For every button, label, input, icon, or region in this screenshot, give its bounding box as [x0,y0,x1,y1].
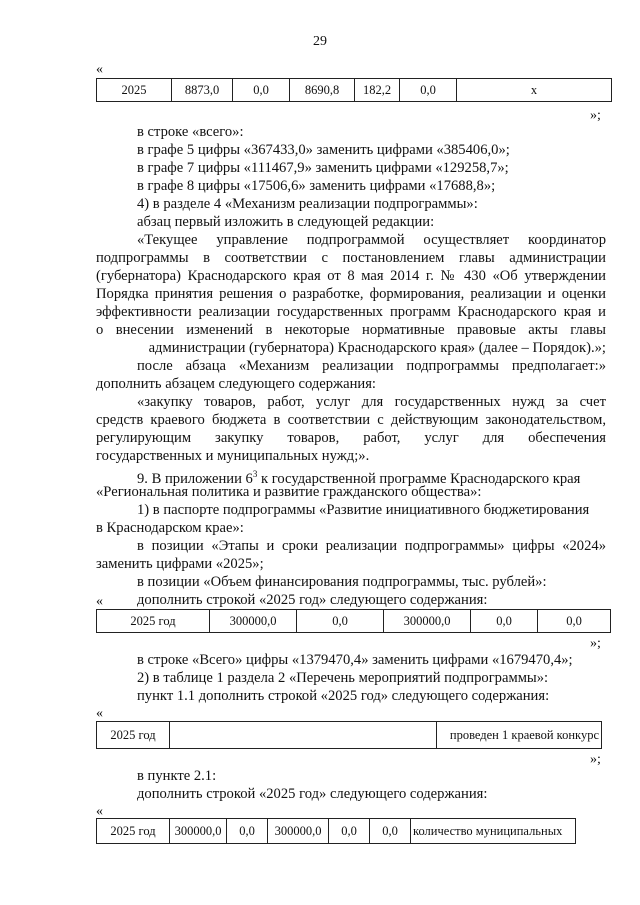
table-cell: 0,0 [471,610,538,633]
text-line: в строке «Всего» цифры «1379470,4» заменить цифрами «1679470,4»; [137,652,573,668]
text-line: дополнить строкой «2025 год» следующего содержания: [137,592,488,608]
text-line: «закупку товаров, работ, услуг для государственных нужд за счет [137,394,606,410]
table-cell: количество муниципальных [411,819,576,844]
text-line: дополнить абзацем следующего содержания: [96,376,376,392]
text-line: эффективности реализации государственных программ Краснодарского края и [96,304,606,320]
close-quote: »; [590,752,601,767]
table-cell: 8690,8 [290,79,355,102]
page-number: 29 [313,34,327,49]
table-2025-finance [96,78,612,102]
text-line: абзац первый изложить в следующей редакции: [137,214,435,230]
text-line: 1) в паспорте подпрограммы «Развитие инициативного бюджетирования [137,502,590,518]
text-line: в графе 5 цифры «367433,0» заменить цифрами «385406,0»; [137,142,510,158]
superscript: 3 [252,469,258,479]
text-line: 4) в разделе 4 «Механизм реализации подпрограммы»: [137,196,478,212]
text-line: дополнить строкой «2025 год» следующего содержания: [137,786,488,802]
table-cell: 2025 год [97,610,210,633]
text-line: заменить цифрами «2025»; [96,556,264,572]
text-fragment: 9. В приложении 6 [137,470,253,487]
table-cell: 0,0 [297,610,384,633]
text-line: пункт 1.1 дополнить строкой «2025 год» следующего содержания: [137,688,550,704]
text-line: в позиции «Объем финансирования подпрограммы, тыс. рублей»: [137,574,547,590]
table-row [97,722,602,749]
text-line: регулирующим закупку товаров, работ, услуг для обеспечения [96,430,606,446]
table-cell: проведен 1 краевой конкурс [437,722,602,749]
table-cell: 0,0 [400,79,457,102]
table-cell: 300000,0 [210,610,297,633]
table-cell: 0,0 [227,819,268,844]
text-line: «Текущее управление подпрограммой осуществляет координатор [137,232,606,248]
table-cell: 2025 год [97,722,170,749]
text-line: (губернатора) Краснодарского края от 8 мая 2014 г. № 430 «Об утверждении [96,268,606,284]
table-event-2025 [96,721,602,749]
text-line: в графе 8 цифры «17506,6» заменить цифрами «17688,8»; [137,178,496,194]
table-cell: 300000,0 [268,819,329,844]
text-line: в Краснодарском крае»: [96,520,244,536]
text-fragment: к государственной программе Краснодарского края [257,470,581,487]
open-quote: « [96,706,103,721]
text-line: в пункте 2.1: [137,768,217,784]
close-quote: »; [590,636,601,651]
text-line: в позиции «Этапы и сроки реализации подпрограммы» цифры «2024» [137,538,606,554]
table-cell: x [457,79,612,102]
table-row [97,819,576,844]
table-row [97,79,612,102]
table-item-2-1 [96,818,576,844]
close-quote: »; [590,108,601,123]
text-line: в графе 7 цифры «111467,9» заменить цифрами «129258,7»; [137,160,509,176]
table-cell: 0,0 [538,610,611,633]
table-cell: 0,0 [329,819,370,844]
text-line: 2) в таблице 1 раздела 2 «Перечень мероприятий подпрограммы»: [137,670,549,686]
table-cell: 300000,0 [170,819,227,844]
text-line: в строке «всего»: [137,124,244,140]
text-line: после абзаца «Механизм реализации подпрограммы предполагает:» [137,358,606,374]
table-cell: 0,0 [370,819,411,844]
text-line: Порядка принятия решения о разработке, формирования, реализации и оценки [96,286,606,302]
open-quote: « [96,594,103,609]
table-cell: 2025 [97,79,172,102]
table-cell: 182,2 [355,79,400,102]
open-quote: « [96,62,103,77]
table-cell: 300000,0 [384,610,471,633]
table-row [97,610,611,633]
text-line: средств краевого бюджета в соответствии с действующим законодательством, [96,412,606,428]
open-quote: « [96,804,103,819]
text-line: подпрограммы в соответствии с постановлением главы администрации [96,250,606,266]
table-cell: 0,0 [233,79,290,102]
table-cell [170,722,437,749]
text-line: государственных и муниципальных нужд;». [96,448,370,464]
table-cell: 2025 год [97,819,170,844]
text-line: «Региональная политика и развитие гражданского общества»: [96,484,482,500]
text-line: о внесении изменений в некоторые нормативные правовые акты главы [96,322,606,338]
table-cell: 8873,0 [172,79,233,102]
text-line: администрации (губернатора) Краснодарского края» (далее – Порядок).»; [148,340,606,356]
table-2025-year [96,609,611,633]
